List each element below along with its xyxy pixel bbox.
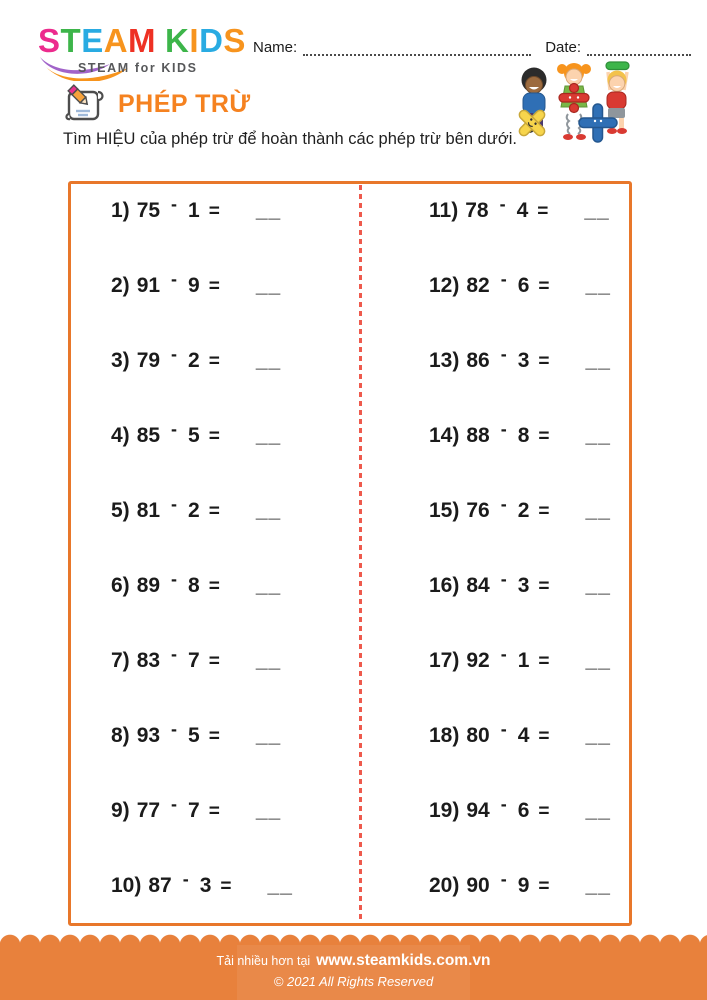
minus-operator: - [500, 494, 507, 514]
equals-sign: = [538, 501, 550, 522]
problem-row [429, 196, 611, 271]
problem-row [429, 646, 611, 721]
subtrahend: 9 [188, 274, 200, 297]
answer-blank[interactable]: __ [585, 424, 611, 447]
problem-row [111, 496, 293, 571]
problem-number: 16) [429, 574, 460, 597]
instruction-text: Tìm HIỆU của phép trừ để hoàn thành các phép trừ bên dưới. [63, 130, 517, 148]
equals-sign: = [208, 801, 220, 822]
subtrahend: 5 [188, 724, 200, 747]
minuend: 76 [466, 499, 490, 522]
answer-blank[interactable]: __ [585, 274, 611, 297]
minuend: 81 [136, 499, 161, 522]
answer-blank[interactable]: __ [255, 724, 282, 747]
minuend: 92 [466, 649, 490, 672]
minus-operator: - [171, 569, 178, 589]
kids-illustration [509, 60, 643, 154]
problem-row [429, 571, 611, 646]
equals-sign: = [208, 651, 220, 672]
minus-operator: - [171, 194, 178, 214]
subtrahend: 2 [188, 349, 200, 372]
subtrahend: 6 [517, 274, 530, 297]
minuend: 88 [466, 424, 490, 447]
logo-wordmark [38, 24, 248, 57]
equals-sign: = [208, 501, 220, 522]
problem-number: 3) [111, 349, 130, 372]
equals-sign: = [220, 876, 232, 897]
problem-number: 18) [429, 724, 460, 747]
worksheet-box [68, 181, 632, 926]
problem-row [429, 421, 611, 496]
footer-scallop-edge [0, 934, 707, 945]
problem-row [111, 721, 293, 796]
problem-number: 8) [111, 724, 130, 747]
answer-blank[interactable]: __ [255, 574, 282, 597]
problem-row [429, 346, 611, 421]
answer-blank[interactable]: __ [585, 349, 611, 372]
equals-sign: = [538, 351, 550, 372]
equals-sign: = [538, 576, 550, 597]
subtrahend: 3 [199, 874, 212, 897]
logo-letter: A [103, 22, 129, 59]
subtrahend: 8 [517, 424, 530, 447]
subtrahend: 1 [188, 199, 200, 222]
problem-number: 14) [429, 424, 460, 447]
date-fill-in-line[interactable] [587, 42, 691, 56]
problem-number: 20) [429, 874, 460, 897]
footer-copyright: © 2021 All Rights Reserved [273, 974, 434, 989]
equals-sign: = [538, 726, 550, 747]
subtrahend: 4 [516, 199, 529, 222]
equals-sign: = [208, 351, 220, 372]
problem-row [111, 796, 293, 871]
minus-operator: - [171, 644, 178, 664]
equals-sign: = [538, 426, 550, 447]
minuend: 82 [466, 274, 490, 297]
problem-number: 2) [111, 274, 130, 297]
equals-sign: = [537, 201, 549, 222]
problems-column-left [111, 196, 293, 946]
problem-row [111, 571, 293, 646]
minus-operator: - [171, 719, 178, 739]
equals-sign: = [208, 726, 220, 747]
logo-letter: E [81, 22, 104, 59]
problem-row [111, 346, 293, 421]
equals-sign: = [208, 276, 220, 297]
subtrahend: 2 [517, 499, 530, 522]
answer-blank[interactable]: __ [255, 349, 282, 372]
minus-operator: - [182, 869, 189, 889]
minus-operator: - [500, 644, 507, 664]
title-row [62, 83, 251, 126]
steam-kids-logo [38, 24, 248, 76]
minuend: 78 [465, 199, 489, 222]
minus-operator: - [171, 419, 178, 439]
answer-blank[interactable]: __ [255, 424, 282, 447]
logo-letter: K [165, 22, 190, 59]
answer-blank[interactable]: __ [585, 799, 611, 822]
minus-operator: - [171, 344, 178, 364]
column-divider [359, 185, 362, 922]
minuend: 79 [136, 349, 161, 372]
minuend: 93 [136, 724, 161, 747]
footer-banner [0, 945, 707, 1000]
answer-blank[interactable]: __ [255, 499, 282, 522]
answer-blank[interactable]: __ [255, 199, 282, 222]
problem-number: 4) [111, 424, 130, 447]
problem-row [429, 271, 611, 346]
answer-blank[interactable]: __ [584, 199, 610, 222]
problem-number: 6) [111, 574, 130, 597]
answer-blank[interactable]: __ [255, 799, 282, 822]
logo-letter: I [189, 22, 200, 59]
minuend: 77 [136, 799, 161, 822]
subtrahend: 9 [517, 874, 530, 897]
logo-letter: T [60, 22, 82, 59]
subtrahend: 3 [517, 574, 530, 597]
minuend: 89 [136, 574, 161, 597]
minus-operator: - [499, 194, 506, 214]
minus-operator: - [500, 344, 507, 364]
minuend: 87 [148, 874, 172, 897]
divide-symbol [559, 84, 589, 113]
logo-letter: D [199, 22, 224, 59]
subtrahend: 1 [517, 649, 530, 672]
minuend: 83 [136, 649, 161, 672]
name-fill-in-line[interactable] [303, 42, 531, 56]
subtrahend: 5 [188, 424, 200, 447]
footer-download-text: Tải nhiều hơn tại [216, 954, 311, 968]
equals-sign: = [208, 201, 220, 222]
answer-blank[interactable]: __ [585, 874, 611, 897]
problem-number: 12) [429, 274, 460, 297]
equals-sign: = [208, 426, 220, 447]
minus-symbol [606, 62, 629, 70]
minus-operator: - [171, 494, 178, 514]
problem-number: 17) [429, 649, 460, 672]
logo-letter: S [223, 22, 246, 59]
problem-row [111, 196, 293, 271]
subtrahend: 7 [188, 799, 200, 822]
problem-number: 19) [429, 799, 460, 822]
problem-row [429, 796, 611, 871]
answer-blank[interactable]: __ [585, 724, 611, 747]
subtrahend: 2 [188, 499, 200, 522]
answer-blank[interactable]: __ [255, 274, 282, 297]
logo-letter: M [128, 22, 157, 59]
problem-number: 7) [111, 649, 130, 672]
footer-website-link[interactable]: www.steamkids.com.vn [316, 952, 491, 969]
logo-tagline: STEAM for KIDS [78, 61, 198, 75]
problem-number: 13) [429, 349, 460, 372]
pencil-note-icon [62, 83, 110, 126]
equals-sign: = [538, 876, 550, 897]
minuend: 84 [466, 574, 490, 597]
minus-operator: - [500, 569, 507, 589]
minus-operator: - [171, 794, 178, 814]
minus-operator: - [500, 794, 507, 814]
subtrahend: 7 [188, 649, 200, 672]
answer-blank[interactable]: __ [267, 874, 293, 897]
equals-sign: = [538, 276, 550, 297]
problem-number: 9) [111, 799, 130, 822]
minus-operator: - [171, 269, 178, 289]
equals-sign: = [208, 576, 220, 597]
page-title: PHÉP TRỪ [118, 90, 251, 118]
minuend: 90 [466, 874, 490, 897]
problem-row [429, 721, 611, 796]
equals-sign: = [538, 651, 550, 672]
subtrahend: 8 [188, 574, 200, 597]
minus-operator: - [500, 269, 507, 289]
footer-download-line [0, 952, 707, 970]
subtrahend: 6 [517, 799, 530, 822]
problem-row [111, 646, 293, 721]
logo-letter: S [38, 22, 61, 59]
minuend: 75 [136, 199, 161, 222]
name-date-row [253, 39, 691, 56]
answer-blank[interactable]: __ [585, 649, 611, 672]
minus-operator: - [500, 869, 507, 889]
problem-number: 1) [111, 199, 130, 222]
problem-number: 5) [111, 499, 130, 522]
problem-number: 15) [429, 499, 460, 522]
name-label: Name: [253, 39, 298, 56]
problem-row [111, 271, 293, 346]
problem-row [111, 421, 293, 496]
minuend: 85 [136, 424, 161, 447]
subtrahend: 4 [517, 724, 530, 747]
minus-operator: - [500, 719, 507, 739]
subtrahend: 3 [517, 349, 530, 372]
minuend: 86 [466, 349, 490, 372]
answer-blank[interactable]: __ [255, 649, 282, 672]
minus-operator: - [500, 419, 507, 439]
problem-number: 10) [111, 874, 142, 897]
minuend: 80 [466, 724, 490, 747]
problem-row [429, 496, 611, 571]
equals-sign: = [538, 801, 550, 822]
answer-blank[interactable]: __ [585, 574, 611, 597]
problems-column-right [429, 196, 611, 946]
problem-number: 11) [429, 199, 459, 222]
answer-blank[interactable]: __ [585, 499, 611, 522]
minuend: 91 [136, 274, 161, 297]
minuend: 94 [466, 799, 490, 822]
date-label: Date: [545, 39, 582, 56]
